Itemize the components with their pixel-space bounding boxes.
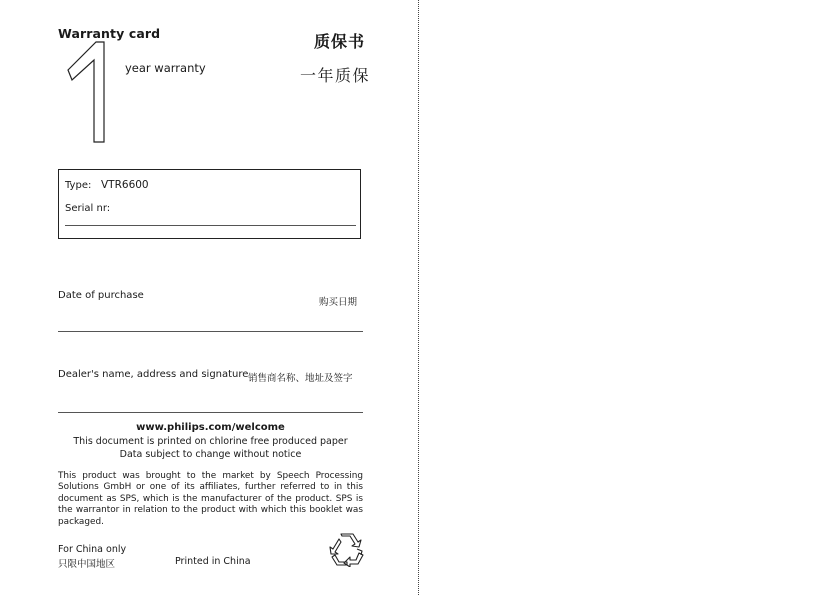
serial-number-line[interactable]	[65, 225, 356, 226]
dealer-signature-line[interactable]	[58, 412, 363, 413]
subject-to-change-note: Data subject to change without notice	[119, 449, 302, 460]
china-only-label: For China only	[58, 544, 127, 555]
serial-label: Serial nr:	[65, 203, 111, 214]
warranty-card-title-zh: 质保书	[314, 32, 366, 51]
page-divider	[418, 0, 419, 595]
legal-text: This product was brought to the market by Speech Processing Solutions GmbH or one of its affiliates, further referred to in this document as SPS, which is the manufacturer of the product. SPS is the warrantor in relation to the product with which this booklet was packaged.	[58, 471, 363, 527]
year-warranty-label-zh: 一年质保	[300, 66, 371, 85]
chlorine-free-note: This document is printed on chlorine free produced paper	[73, 436, 348, 447]
year-warranty-label: year warranty	[125, 61, 206, 75]
date-of-purchase-label: Date of purchase	[58, 290, 144, 301]
date-of-purchase-line[interactable]	[58, 331, 363, 332]
china-only-label-zh: 只限中国地区	[58, 559, 116, 570]
date-of-purchase-label-zh: 购买日期	[319, 297, 358, 308]
dealer-label-zh: 销售商名称、地址及签字	[248, 373, 353, 384]
big-number-one	[66, 38, 116, 146]
recycle-icon	[328, 533, 364, 567]
warranty-card-title: Warranty card	[58, 26, 161, 41]
printed-in-label: Printed in China	[175, 556, 251, 567]
dealer-label: Dealer's name, address and signature	[58, 369, 249, 380]
type-serial-box	[58, 169, 361, 239]
type-value: VTR6600	[101, 179, 149, 191]
type-label: Type:	[65, 180, 92, 191]
website-link[interactable]: www.philips.com/welcome	[136, 422, 285, 433]
